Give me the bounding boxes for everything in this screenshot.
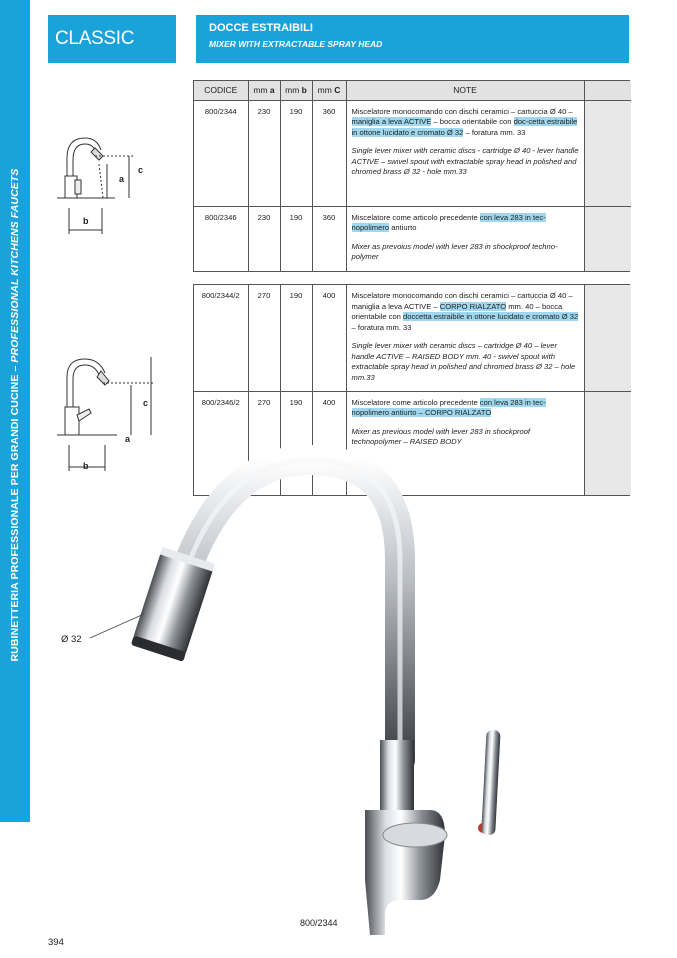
a-guide xyxy=(99,164,103,198)
col-extra-header xyxy=(584,81,631,100)
dimension-diagram-1 xyxy=(55,128,175,238)
row-a: 270 xyxy=(248,285,280,391)
col-a-unit: mm xyxy=(253,85,268,96)
row-extra xyxy=(584,100,631,206)
note-en-text: Single lever mixer with ceramic discs – cartridge Ø 40 – lever handle ACTIVE – RAISED BODY mm. 40 - swivel spout with extractable spray head in polished and chromed brass Ø 32 – hole mm.33 xyxy=(351,341,576,382)
note-it-highlight: CORPO RIALZATO xyxy=(439,301,507,311)
row-c: 360 xyxy=(312,100,346,206)
cartridge-cap xyxy=(383,823,447,847)
col-code-header: CODICE xyxy=(194,81,248,100)
body-shape xyxy=(65,407,79,435)
row-note xyxy=(346,285,584,391)
side-title-separator: – xyxy=(9,362,21,375)
product-table-1 xyxy=(193,80,630,272)
row-b: 190 xyxy=(280,206,312,271)
page-number: 394 xyxy=(48,937,64,948)
row-b: 190 xyxy=(280,391,312,495)
row-note xyxy=(346,206,584,271)
spray-head xyxy=(131,547,215,662)
note-en-text: Mixer as prevoius model with lever 283 in shockproof techno-polymer xyxy=(351,241,558,261)
row-code: 800/2346 xyxy=(194,206,248,271)
lever-shape xyxy=(75,180,81,194)
diameter-leader-line xyxy=(90,614,144,638)
row-extra xyxy=(584,206,631,271)
side-title-main: RUBINETTERIA PROFESSIONALE PER GRANDI CUCINE xyxy=(9,374,21,662)
row-c: 400 xyxy=(312,285,346,391)
col-note-header: NOTE xyxy=(346,81,584,100)
table-row xyxy=(194,100,631,206)
diagram1-label-a: a xyxy=(119,174,125,184)
spout-highlight xyxy=(190,460,400,760)
riser-pipe xyxy=(380,740,414,820)
note-it-text: Miscelatore monocomando con dischi ceramici – cartuccia Ø 40 – maniglia a leva ACTIVE – xyxy=(351,291,573,311)
row-b: 190 xyxy=(280,285,312,391)
note-it-text: – foratura mm. 33 xyxy=(463,127,526,137)
diameter-leader xyxy=(88,610,148,642)
row-code: 800/2344/2 xyxy=(194,285,248,391)
faucet-photo xyxy=(100,440,570,940)
row-c: 400 xyxy=(312,391,346,495)
col-a-letter: a xyxy=(269,85,275,96)
note-it-highlight: con leva 283 in tec-nopolimero xyxy=(351,212,546,232)
row-note xyxy=(346,100,584,206)
col-c-letter: C xyxy=(334,85,341,96)
note-it-text: – foratura mm. 33 xyxy=(351,322,412,332)
note-it-text: Miscelatore come articolo precedente xyxy=(351,212,480,222)
row-c: 360 xyxy=(312,206,346,271)
col-c-unit: mm xyxy=(317,85,332,96)
row-extra xyxy=(584,391,631,495)
section-header xyxy=(196,15,629,63)
row-a: 270 xyxy=(248,391,280,495)
note-it-highlight: maniglia a leva ACTIVE xyxy=(351,117,432,126)
note-en-text: Mixer as previous model with lever 283 in shockproof technopolymer – RAISED BODY xyxy=(351,426,531,446)
col-a-header xyxy=(248,81,280,100)
diagram1-label-c: c xyxy=(138,165,144,175)
note-it-text: – bocca orientabile con xyxy=(431,117,514,126)
table-header-row xyxy=(194,81,631,100)
section-subtitle: MIXER WITH EXTRACTABLE SPRAY HEAD xyxy=(209,39,383,49)
note-it-text: Miscelatore monocomando con dischi ceramici – cartuccia Ø 40 – xyxy=(351,106,573,116)
row-code: 800/2344 xyxy=(194,100,248,206)
col-b-header xyxy=(280,81,312,100)
row-a: 230 xyxy=(248,100,280,206)
row-extra xyxy=(584,285,631,391)
table-row xyxy=(194,285,631,391)
col-b-unit: mm xyxy=(285,85,300,96)
row-code: 800/2346/2 xyxy=(194,391,248,495)
section-title: DOCCE ESTRAIBILI xyxy=(209,22,313,34)
diagram2-label-b: b xyxy=(83,461,89,471)
diagram1-label-b: b xyxy=(83,216,89,226)
note-it-text: antiurto xyxy=(389,223,417,232)
photo-caption: 800/2344 xyxy=(300,918,338,928)
col-b-letter: b xyxy=(301,85,307,96)
series-label: CLASSIC xyxy=(48,15,176,63)
col-c-header xyxy=(312,81,346,100)
diameter-label: Ø 32 xyxy=(61,634,82,645)
table-row xyxy=(194,206,631,271)
row-a: 230 xyxy=(248,206,280,271)
lever-handle xyxy=(481,730,500,836)
note-it-text: Miscelatore come articolo precedente xyxy=(351,397,480,407)
side-title-sub: PROFESSIONAL KITCHENS FAUCETS xyxy=(9,168,21,363)
note-it-highlight: con leva 283 in tec-nopolimero antiurto – CORPO RIALZATO xyxy=(351,397,546,417)
note-en-text: Single lever mixer with ceramic discs - cartridge Ø 40 - lever handle ACTIVE – swivel spout with extractable spray head in polished and chromed brass Ø 32 - hole mm.33 xyxy=(351,146,579,176)
row-b: 190 xyxy=(280,100,312,206)
diagram2-label-a: a xyxy=(125,434,131,444)
note-it-highlight: doc-cetta estraibile in ottone lucidato e cromato Ø 32 xyxy=(351,117,578,137)
note-it-text: mm. 40 – bocca orientabile con xyxy=(351,301,563,321)
side-title xyxy=(7,135,23,695)
diagram2-label-c: c xyxy=(143,398,149,408)
note-it-highlight: doccetta estraibile in ottone lucidato e cromato Ø 32 xyxy=(403,312,579,321)
side-band xyxy=(0,0,30,822)
